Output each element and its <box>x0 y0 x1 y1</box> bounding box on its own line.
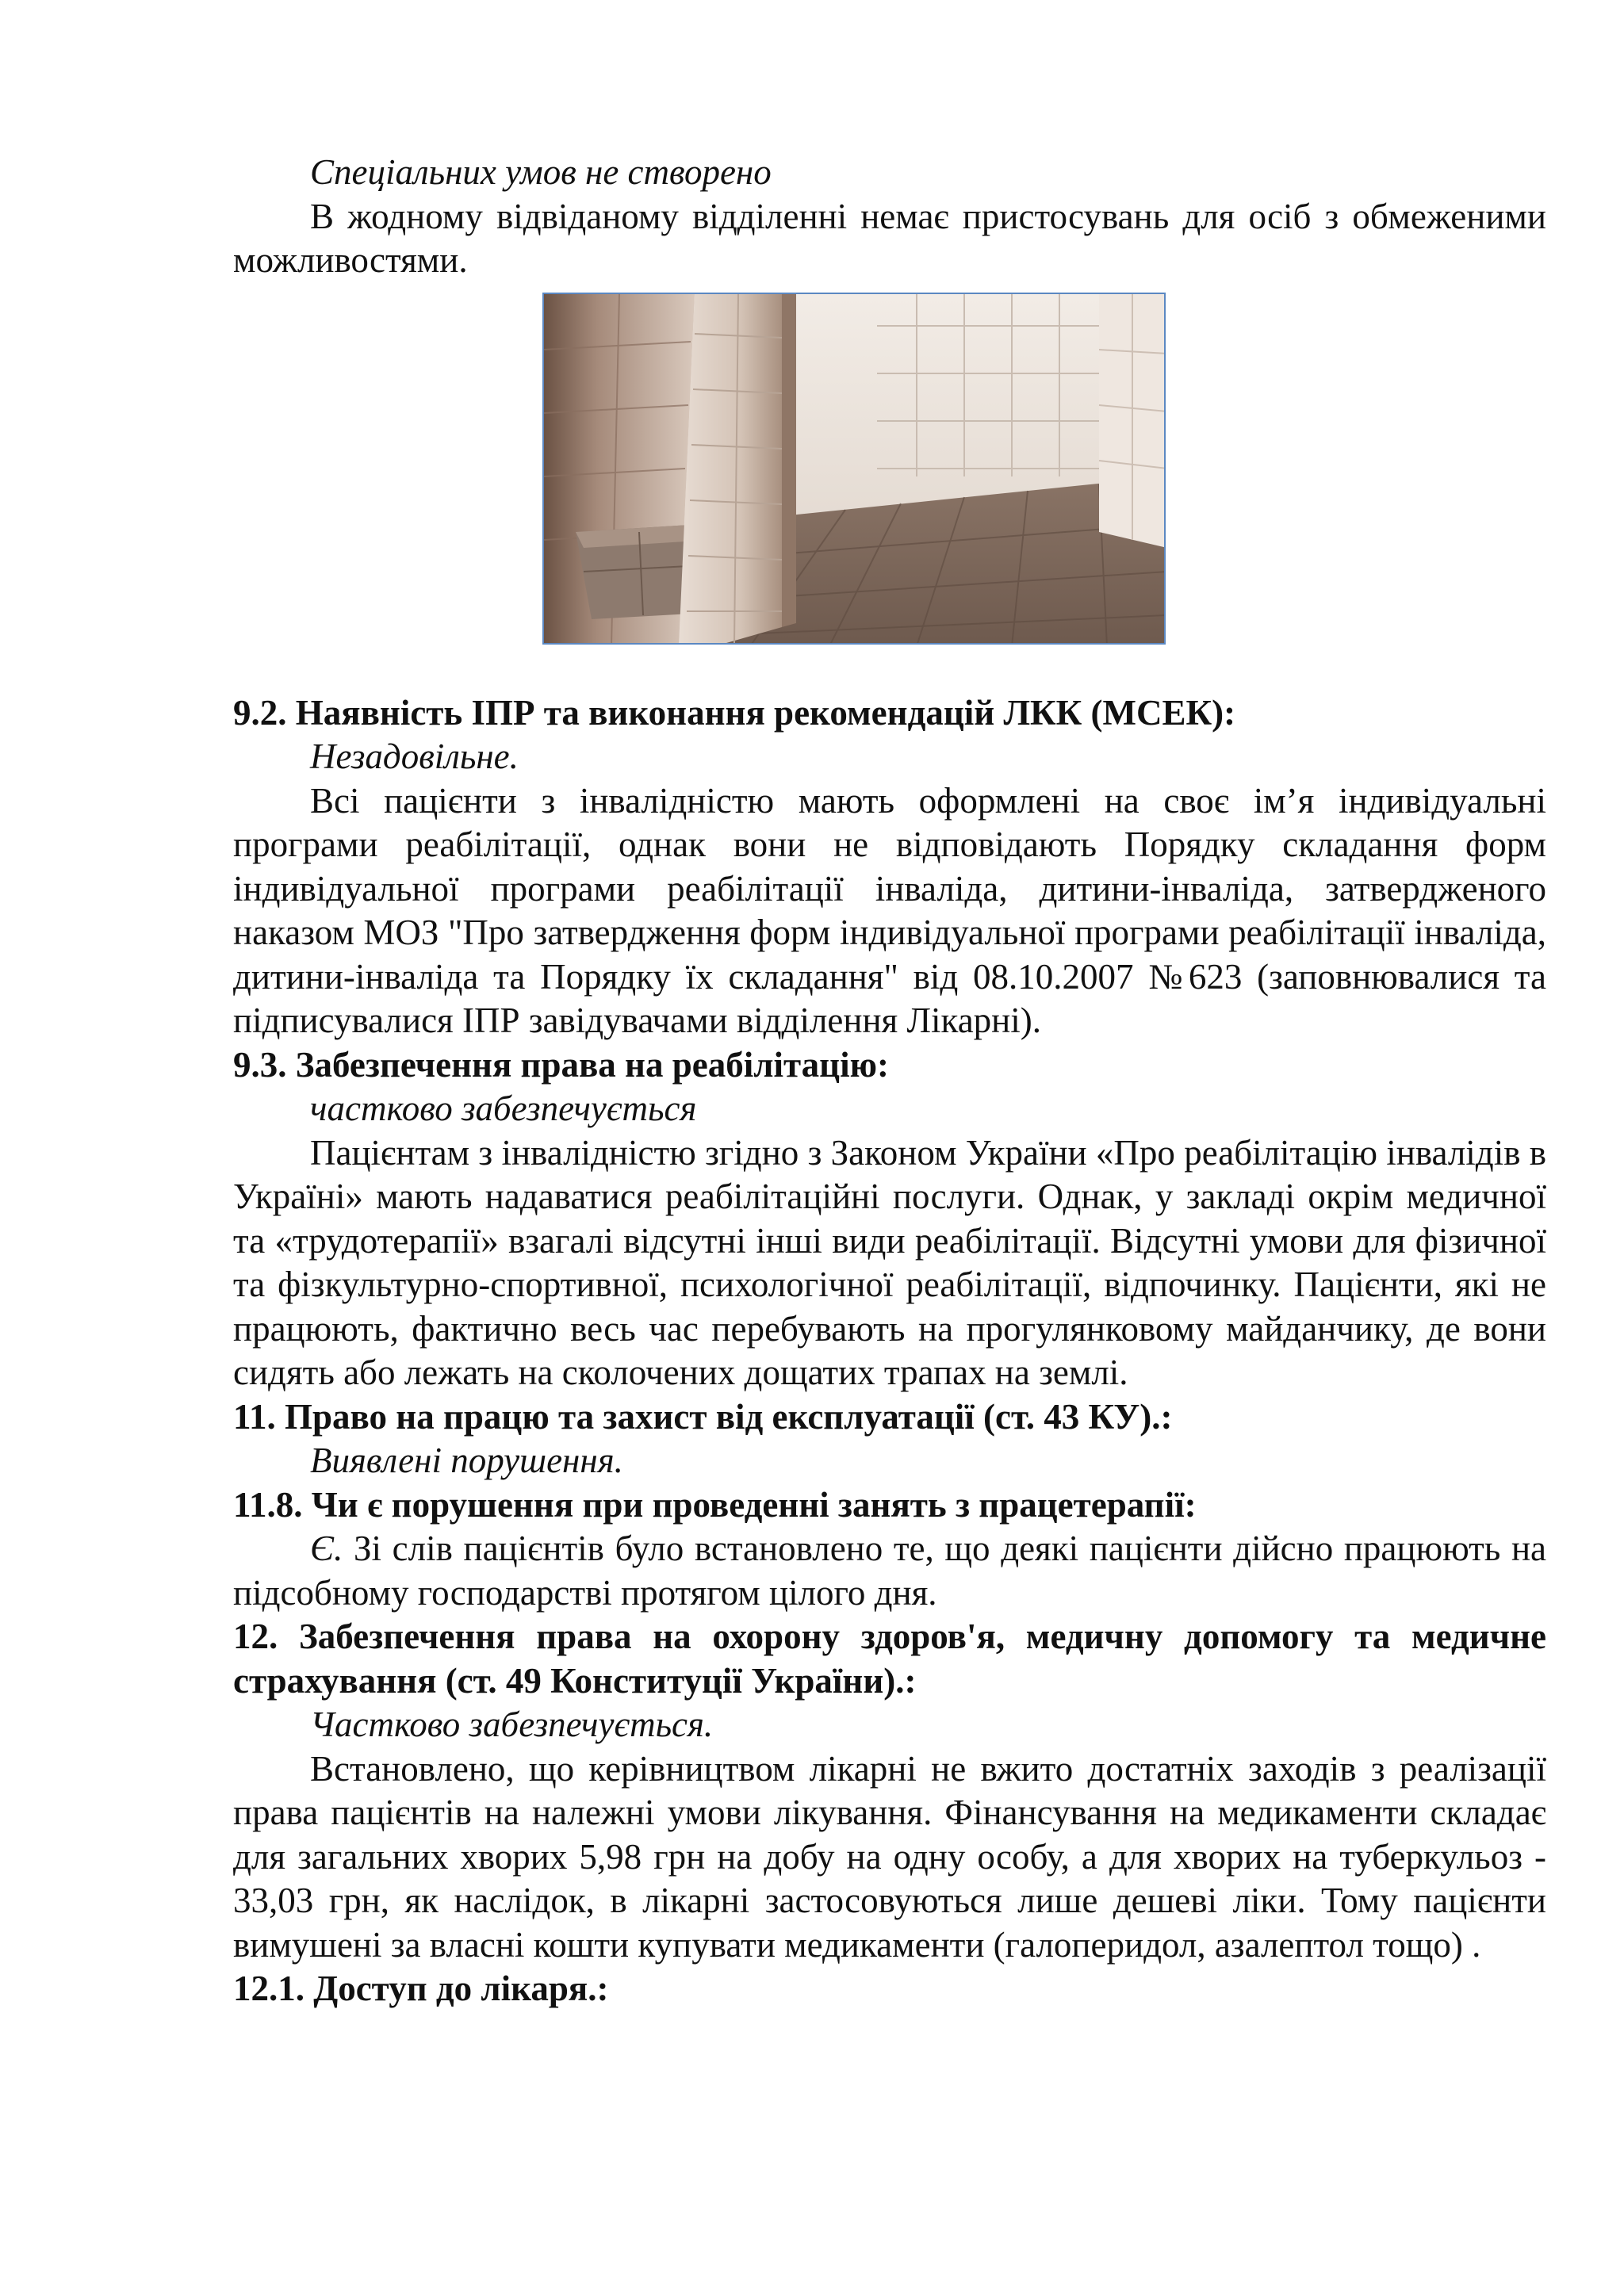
section-9-3-status: частково забезпечується <box>310 1089 697 1128</box>
toilet-photo <box>542 293 1166 645</box>
section-9-2-heading: 9.2. Наявність ІПР та виконання рекомендацій ЛКК (МСЕК): <box>233 692 1236 733</box>
section-9-3-heading: 9.3. Забезпечення права на реабілітацію: <box>233 1044 889 1085</box>
section-11-8-heading: 11.8. Чи є порушення при проведенні занять з працетерапії: <box>233 1484 1197 1525</box>
section-11-8-paragraph <box>233 1527 1546 1615</box>
section-11-8-text: Зі слів пацієнтів було встановлено те, що деякі пацієнти дійсно працюють на підсобному господарстві протягом цілого дня. <box>233 1529 1546 1613</box>
special-conditions-title: Спеціальних умов не створено <box>310 152 772 192</box>
section-12-text: Встановлено, що керівництвом лікарні не вжито достатніх заходів з реалізації права пацієнтів на належні умови лікування. Фінансування на медикаменти складає для загальних хворих 5,98 грн на добу на одну особу, а для хворих на туберкульоз - 33,03 грн, як наслідок, в лікарні застосовуються лише дешеві ліки. Тому пацієнти вимушені за власні кошти купувати медикаменти (галоперидол, азалептол тощо) . <box>233 1748 1546 1965</box>
section-12-1-heading: 12.1. Доступ до лікаря.: <box>233 1969 609 2008</box>
spacer <box>233 645 1546 691</box>
section-12-heading: 12. Забезпечення права на охорону здоров'я, медичну допомогу та медичне страхування (ст. 49 Конституції України).: <box>233 1617 1546 1701</box>
section-11-status: Виявлені порушення. <box>310 1441 623 1480</box>
section-9-2-status: Незадовільне. <box>310 737 519 776</box>
section-11-heading: 11. Право на працю та захист від експлуатації (ст. 43 КУ).: <box>233 1396 1173 1437</box>
section-12-status: Частково забезпечується. <box>310 1705 714 1744</box>
section-9-3-text: Пацієнтам з інвалідністю згідно з Законом України «Про реабілітацію інвалідів в Україні» мають надаватися реабілітаційні послуги. Однак, у закладі окрім медичної та «трудотерапії» взагалі відсутні інші види реабілітації. Відсутні умови для фізичної та фізкультурно-спортивної, психологічної реабілітації, відпочинку. Пацієнти, які не працюють, фактично весь час перебувають на прогулянковому майданчику, де вони сидять або лежать на сколочених дощатих трапах на землі. <box>233 1132 1546 1392</box>
section-11-8-status: Є. <box>310 1529 343 1568</box>
section-9-2-text: Всі пацієнти з інвалідністю мають оформлені на своє ім’я індивідуальні програми реабілітації, однак вони не відповідають Порядку складання форм індивідуальної програми реабілітації інваліда, дитини-інваліда, затвердженого наказом МОЗ "Про затвердження форм індивідуальної програми реабілітації інваліда, дитини-інваліда та Порядку їх складання" від 08.10.2007 №623 (заповнювалися та підписувалися ІПР завідувачами відділення Лікарні). <box>233 780 1546 1040</box>
document-page <box>233 151 1546 2011</box>
special-conditions-text: В жодному відвіданому відділенні немає пристосувань для осіб з обмеженими можливостями. <box>233 196 1546 280</box>
